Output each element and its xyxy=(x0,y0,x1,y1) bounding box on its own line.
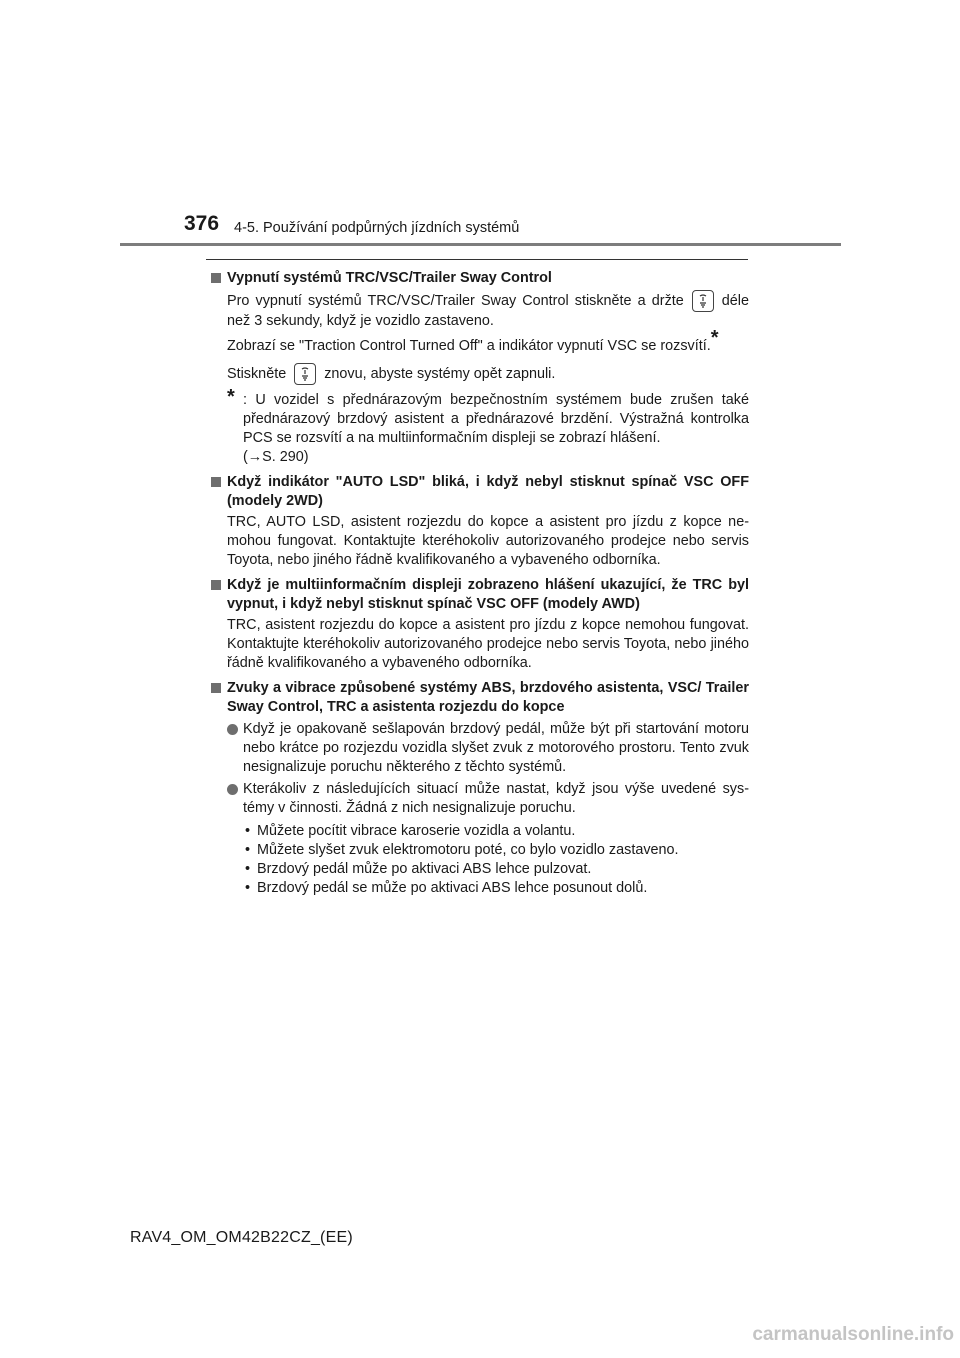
sub-bullet-mark: • xyxy=(245,842,251,858)
sub-bullet-mark: • xyxy=(245,861,251,877)
paragraph-turn-off-instructions xyxy=(211,290,749,331)
sub-list-item xyxy=(243,860,749,879)
section-heading-auto-lsd xyxy=(211,473,749,511)
paragraph-text: Zobrazí se "Traction Control Turned Off" a indikátor vypnutí VSC se rozsvítí. xyxy=(227,338,711,354)
square-bullet-icon xyxy=(211,477,221,487)
page-content xyxy=(211,267,749,898)
document-code: RAV4_OM_OM42B22CZ_(EE) xyxy=(130,1229,353,1246)
sub-list xyxy=(211,822,749,898)
sub-list-item xyxy=(243,822,749,841)
sub-list-item-text: Můžete slyšet zvuk elektromotoru poté, co bylo vozidlo zastaveno. xyxy=(257,842,679,858)
list-item-text: Když je opakovaně sešlapován brzdový pedál, může být při startování motoru nebo krátce po rozjezdu vozidla slyšet zvuk z motorového prostoru. Tento zvuk nesignalizuje poruchu některého z těchto systémů. xyxy=(243,721,749,775)
heading-text: Vypnutí systémů TRC/VSC/Trailer Sway Control xyxy=(227,270,552,286)
paragraph-turn-on xyxy=(211,363,749,385)
footnote-text: : U vozidel s přednárazovým bezpečnostním systémem bude zrušen také přednárazový brzdový asistent a přednárazové brzdění. Výstražná kontrolka PCS se rozsvítí a na multiinformačním displeji se zobrazí hlášení. xyxy=(243,392,749,446)
header-divider xyxy=(120,243,841,246)
sub-list-item xyxy=(243,841,749,860)
paragraph-auto-lsd: TRC, AUTO LSD, asistent rozjezdu do kopce a asistent pro jízdu z kopce nemohou fungovat. Kontaktujte kteréhokoliv autorizovaného prodejce nebo servis Toyota, nebo jiného řádně kvalifikovaného a vybaveného odborníka. xyxy=(227,514,749,568)
section-title: 4-5. Používání podpůrných jízdních systémů xyxy=(234,220,520,236)
list-item xyxy=(211,720,749,777)
page-header xyxy=(0,0,960,250)
vsc-off-button-icon xyxy=(692,290,714,312)
square-bullet-icon xyxy=(211,273,221,283)
square-bullet-icon xyxy=(211,580,221,590)
footnote-star: * xyxy=(710,327,719,349)
heading-text: Když je multiinformačním displeji zobrazeno hlášení ukazující, že TRC byl vypnut, i když nebyl stisknut spínač VSC OFF (modely AWD) xyxy=(227,577,749,612)
watermark: carmanualsonline.info xyxy=(752,1324,954,1345)
sub-bullet-mark: • xyxy=(245,823,251,839)
sub-list-item xyxy=(243,879,749,898)
content-top-divider xyxy=(206,259,748,260)
page-reference: (→S. 290) xyxy=(243,449,309,465)
section-heading-sounds-vibrations xyxy=(211,679,749,717)
footnote-star: * xyxy=(227,386,235,408)
round-bullet-icon xyxy=(227,724,238,735)
page-number: 376 xyxy=(184,212,220,235)
list-item-text: Kterákoliv z následujících situací může nastat, když jsou výše uvedené systémy v činnosti. Žádná z nich nesignalizuje poruchu. xyxy=(243,781,749,816)
paragraph-text: znovu, abyste systémy opět zapnuli. xyxy=(324,366,556,382)
sub-list-item-text: Brzdový pedál se může po aktivaci ABS lehce posunout dolů. xyxy=(257,880,648,896)
section-heading-trc-vsc-off xyxy=(211,269,749,288)
paragraph-text: Stiskněte xyxy=(227,366,287,382)
sub-list-item-text: Brzdový pedál může po aktivaci ABS lehce pulzovat. xyxy=(257,861,592,877)
sub-bullet-mark: • xyxy=(245,880,251,896)
list-item xyxy=(211,780,749,818)
heading-text: Když indikátor "AUTO LSD" bliká, i když nebyl stisknut spínač VSC OFF (modely 2WD) xyxy=(227,474,749,509)
square-bullet-icon xyxy=(211,683,221,693)
paragraph-text: déle než 3 sekundy, když je vozidlo zastaveno. xyxy=(227,293,749,329)
round-bullet-icon xyxy=(227,784,238,795)
section-heading-trc-message xyxy=(211,576,749,614)
vsc-off-button-icon xyxy=(294,363,316,385)
paragraph-text: Pro vypnutí systémů TRC/VSC/Trailer Sway Control stiskněte a držte xyxy=(227,293,684,309)
heading-text: Zvuky a vibrace způsobené systémy ABS, brzdového asistenta, VSC/ Trailer Sway Control, TRC a asistenta rozjezdu do kopce xyxy=(227,680,749,715)
footnote xyxy=(211,386,749,467)
paragraph-trc-message: TRC, asistent rozjezdu do kopce a asistent pro jízdu z kopce nemohou fungovat. Kontaktujte kteréhokoliv autorizovaného prodejce nebo servis Toyota, nebo jiného řádně kvalifikovaného a vybaveného odborníka. xyxy=(227,617,749,671)
sub-list-item-text: Můžete pocítit vibrace karoserie vozidla a volantu. xyxy=(257,823,576,839)
paragraph-indicator xyxy=(211,327,749,356)
